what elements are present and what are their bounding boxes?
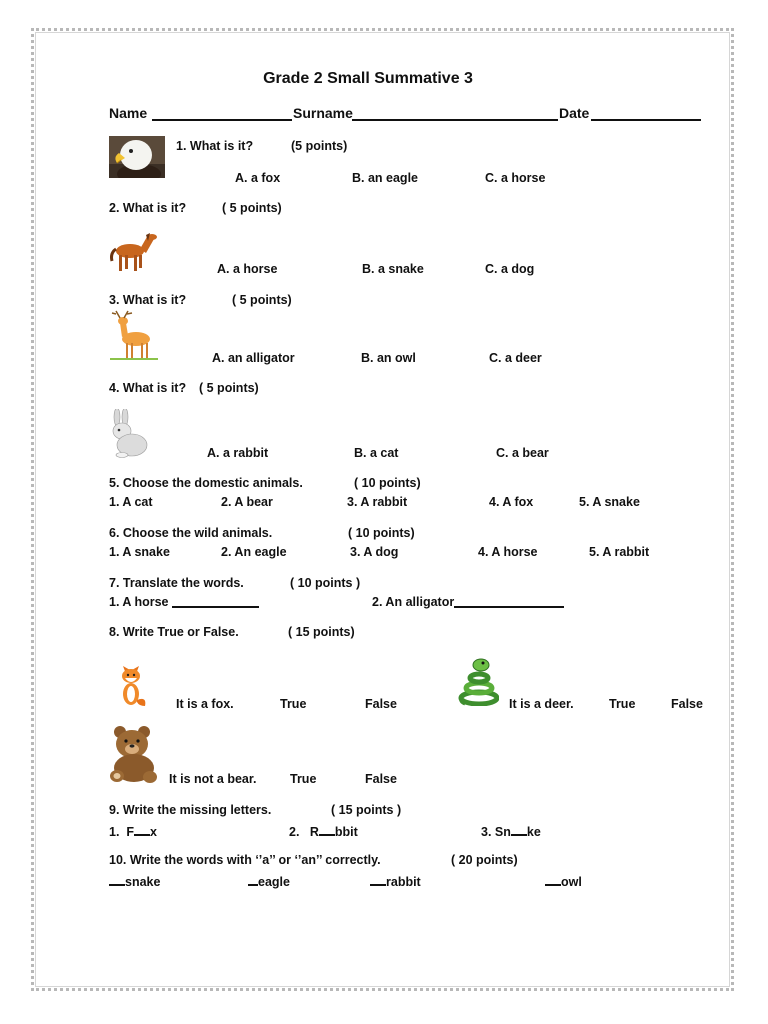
q2-option-a[interactable]: A. a horse [217, 262, 278, 276]
q3-points: ( 5 points) [232, 293, 292, 307]
q1-option-c[interactable]: C. a horse [485, 171, 546, 185]
q3-option-b[interactable]: B. an owl [361, 351, 416, 365]
q6-option-1[interactable]: 1. A snake [109, 545, 170, 559]
bear-image [108, 724, 158, 784]
q5-option-5[interactable]: 5. A snake [579, 495, 640, 509]
q9-item-3-suffix: ke [526, 825, 541, 839]
name-label: Name [109, 105, 148, 121]
q6-option-2[interactable]: 2. An eagle [221, 545, 287, 559]
q10-word-2 [248, 873, 290, 889]
q9-item-1-number: 1. [109, 825, 120, 839]
q4-option-b[interactable]: B. a cat [354, 446, 399, 460]
q8-statement-1-false[interactable]: False [365, 697, 397, 711]
q7-prompt: 7. Translate the words. [109, 576, 244, 590]
q10-word-2-blank[interactable] [248, 873, 258, 886]
q2-points: ( 5 points) [222, 201, 282, 215]
q9-item-3-blank[interactable] [511, 823, 527, 836]
q9-item-2-number: 2. [289, 825, 300, 839]
q7-item-1: 1. A horse [109, 595, 169, 609]
q10-word-4 [545, 873, 582, 889]
q8-statement-3-false[interactable]: False [365, 772, 397, 786]
page-title: Grade 2 Small Summative 3 [263, 70, 473, 87]
q5-option-1[interactable]: 1. A cat [109, 495, 153, 509]
deer-image [108, 309, 160, 361]
q8-statement-1: It is a fox. [176, 697, 234, 711]
q9-item-1-prefix: F [126, 825, 135, 839]
q8-statement-3-true[interactable]: True [290, 772, 317, 786]
horse-image [108, 229, 158, 275]
q9-item-2-blank[interactable] [319, 823, 335, 836]
q9-points: ( 15 points ) [331, 803, 402, 817]
q10-word-3-text: rabbit [386, 875, 421, 889]
q9-item-1 [109, 823, 157, 839]
q9-item-2-prefix: R [309, 825, 319, 839]
q3-prompt: 3. What is it? [109, 293, 187, 307]
q5-option-2[interactable]: 2. A bear [221, 495, 273, 509]
q5-option-4[interactable]: 4. A fox [489, 495, 534, 509]
q1-option-b[interactable]: B. an eagle [352, 171, 418, 185]
q4-prompt: 4. What is it? [109, 381, 187, 395]
q2-option-c[interactable]: C. a dog [485, 262, 535, 276]
q8-points: ( 15 points) [288, 625, 355, 639]
q6-option-5[interactable]: 5. A rabbit [589, 545, 650, 559]
q8-statement-2-true[interactable]: True [609, 697, 636, 711]
fox-image [117, 662, 149, 708]
q9-item-3 [481, 823, 541, 839]
q5-points: ( 10 points) [354, 476, 421, 490]
q10-word-1-text: snake [125, 875, 161, 889]
q6-prompt: 6. Choose the wild animals. [109, 526, 273, 540]
q4-points: ( 5 points) [199, 381, 259, 395]
q1-points: (5 points) [291, 139, 348, 153]
q9-item-3-number: 3. [481, 825, 492, 839]
q10-word-4-text: owl [561, 875, 582, 889]
q10-word-3-blank[interactable] [370, 873, 386, 886]
q1-option-a[interactable]: A. a fox [235, 171, 281, 185]
q10-word-2-text: eagle [258, 875, 290, 889]
rabbit-image [108, 409, 150, 459]
q10-word-1 [109, 873, 160, 889]
q7-item-2: 2. An alligator [372, 595, 455, 609]
q9-item-1-suffix: x [150, 825, 157, 839]
q8-statement-1-true[interactable]: True [280, 697, 307, 711]
surname-label: Surname [293, 105, 353, 121]
name-blank[interactable] [152, 119, 292, 121]
q8-statement-2-false[interactable]: False [671, 697, 703, 711]
q1-prompt: 1. What is it? [176, 139, 254, 153]
q2-option-b[interactable]: B. a snake [362, 262, 424, 276]
q10-word-3 [370, 873, 421, 889]
q8-statement-2: It is a deer. [509, 697, 574, 711]
eagle-image [109, 136, 165, 178]
q10-word-1-blank[interactable] [109, 873, 125, 886]
q9-prompt: 9. Write the missing letters. [109, 803, 272, 817]
q7-points: ( 10 points ) [290, 576, 361, 590]
q5-option-3[interactable]: 3. A rabbit [347, 495, 408, 509]
surname-blank[interactable] [352, 119, 558, 121]
snake-image [457, 656, 499, 706]
q9-item-2 [289, 823, 358, 839]
q4-option-c[interactable]: C. a bear [496, 446, 549, 460]
q8-prompt: 8. Write True or False. [109, 625, 239, 639]
q5-prompt: 5. Choose the domestic animals. [109, 476, 303, 490]
q9-item-2-suffix: bbit [334, 825, 358, 839]
q10-word-4-blank[interactable] [545, 873, 561, 886]
q4-option-a[interactable]: A. a rabbit [207, 446, 269, 460]
q9-item-1-blank[interactable] [134, 823, 150, 836]
q6-option-4[interactable]: 4. A horse [478, 545, 538, 559]
q3-option-a[interactable]: A. an alligator [212, 351, 295, 365]
q6-points: ( 10 points) [348, 526, 415, 540]
q8-statement-3: It is not a bear. [169, 772, 257, 786]
date-blank[interactable] [591, 119, 701, 121]
q2-prompt: 2. What is it? [109, 201, 187, 215]
q7-answer-blank-2[interactable] [454, 606, 564, 608]
q10-points: ( 20 points) [451, 853, 518, 867]
q9-item-3-prefix: Sn [494, 825, 511, 839]
q3-option-c[interactable]: C. a deer [489, 351, 542, 365]
q10-prompt: 10. Write the words with ‘’a’’ or ‘’an’’ correctly. [109, 853, 381, 867]
q7-answer-blank-1[interactable] [172, 606, 259, 608]
date-label: Date [559, 105, 590, 121]
q6-option-3[interactable]: 3. A dog [350, 545, 399, 559]
